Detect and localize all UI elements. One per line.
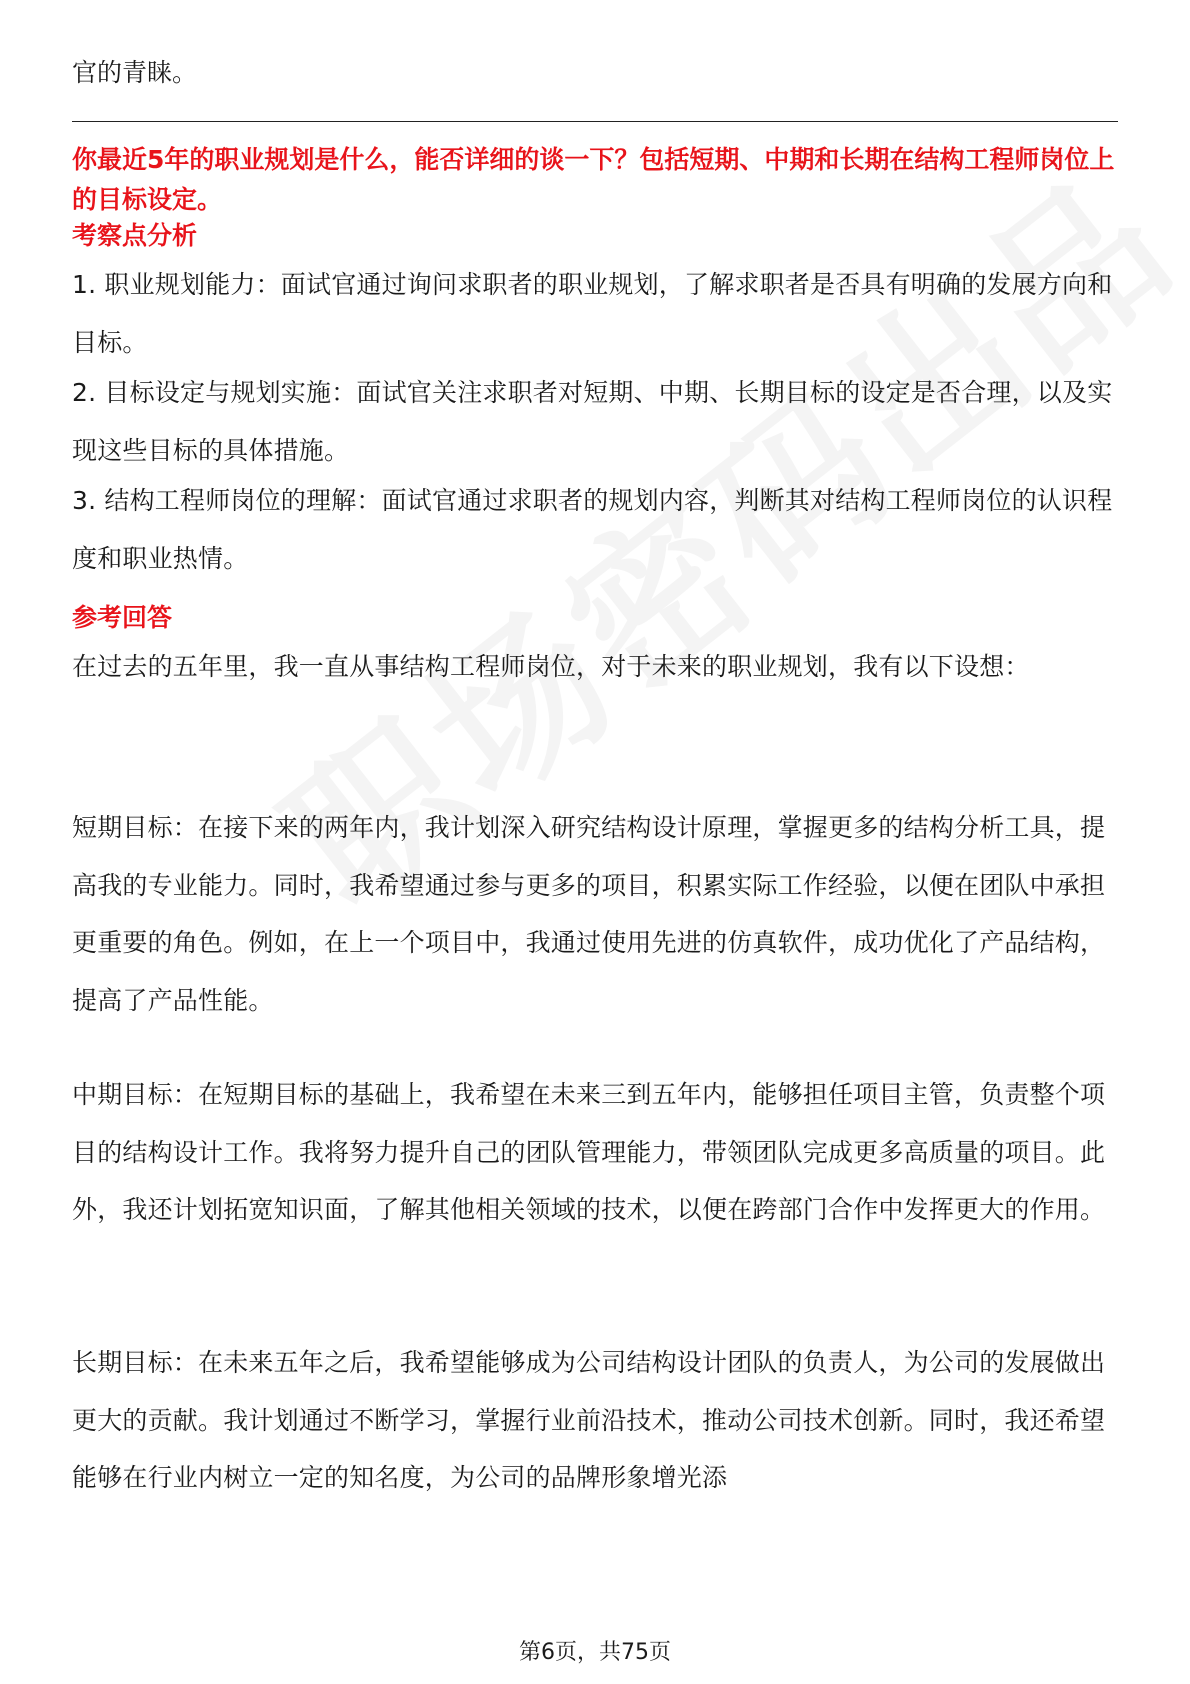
section-divider (72, 121, 1118, 122)
analysis-title: 考察点分析 (72, 221, 198, 250)
answer-intro: 在过去的五年里，我一直从事结构工程师岗位，对于未来的职业规划，我有以下设想： (72, 652, 1030, 681)
continued-text-fragment: 官的青睐。 (72, 58, 198, 87)
analysis-point-2: 2. 目标设定与规划实施：面试官关注求职者对短期、中期、长期目标的设定是否合理，以及实现这些目标的具体措施。 (72, 378, 1113, 465)
page-number: 第6页，共75页 (519, 1640, 671, 1665)
answer-title: 参考回答 (72, 603, 173, 632)
question-heading: 你最近5年的职业规划是什么，能否详细的谈一下？包括短期、中期和长期在结构工程师岗位上的目标设定。 (72, 145, 1115, 214)
answer-mid-term: 中期目标：在短期目标的基础上，我希望在未来三到五年内，能够担任项目主管，负责整个项目的结构设计工作。我将努力提升自己的团队管理能力，带领团队完成更多高质量的项目。此外，我还计划拓宽知识面，了解其他相关领域的技术，以便在跨部门合作中发挥更大的作用。 (72, 1080, 1106, 1224)
answer-short-term: 短期目标：在接下来的两年内，我计划深入研究结构设计原理，掌握更多的结构分析工具，提高我的专业能力。同时，我希望通过参与更多的项目，积累实际工作经验，以便在团队中承担更重要的角色。例如，在上一个项目中，我通过使用先进的仿真软件，成功优化了产品结构，提高了产品性能。 (72, 813, 1106, 1015)
analysis-point-1: 1. 职业规划能力：面试官通过询问求职者的职业规划，了解求职者是否具有明确的发展方向和目标。 (72, 270, 1113, 357)
answer-long-term: 长期目标：在未来五年之后，我希望能够成为公司结构设计团队的负责人，为公司的发展做出更大的贡献。我计划通过不断学习，掌握行业前沿技术，推动公司技术创新。同时，我还希望能够在行业内树立一定的知名度，为公司的品牌形象增光添 (72, 1348, 1106, 1492)
analysis-point-3: 3. 结构工程师岗位的理解：面试官通过求职者的规划内容，判断其对结构工程师岗位的认识程度和职业热情。 (72, 486, 1113, 573)
